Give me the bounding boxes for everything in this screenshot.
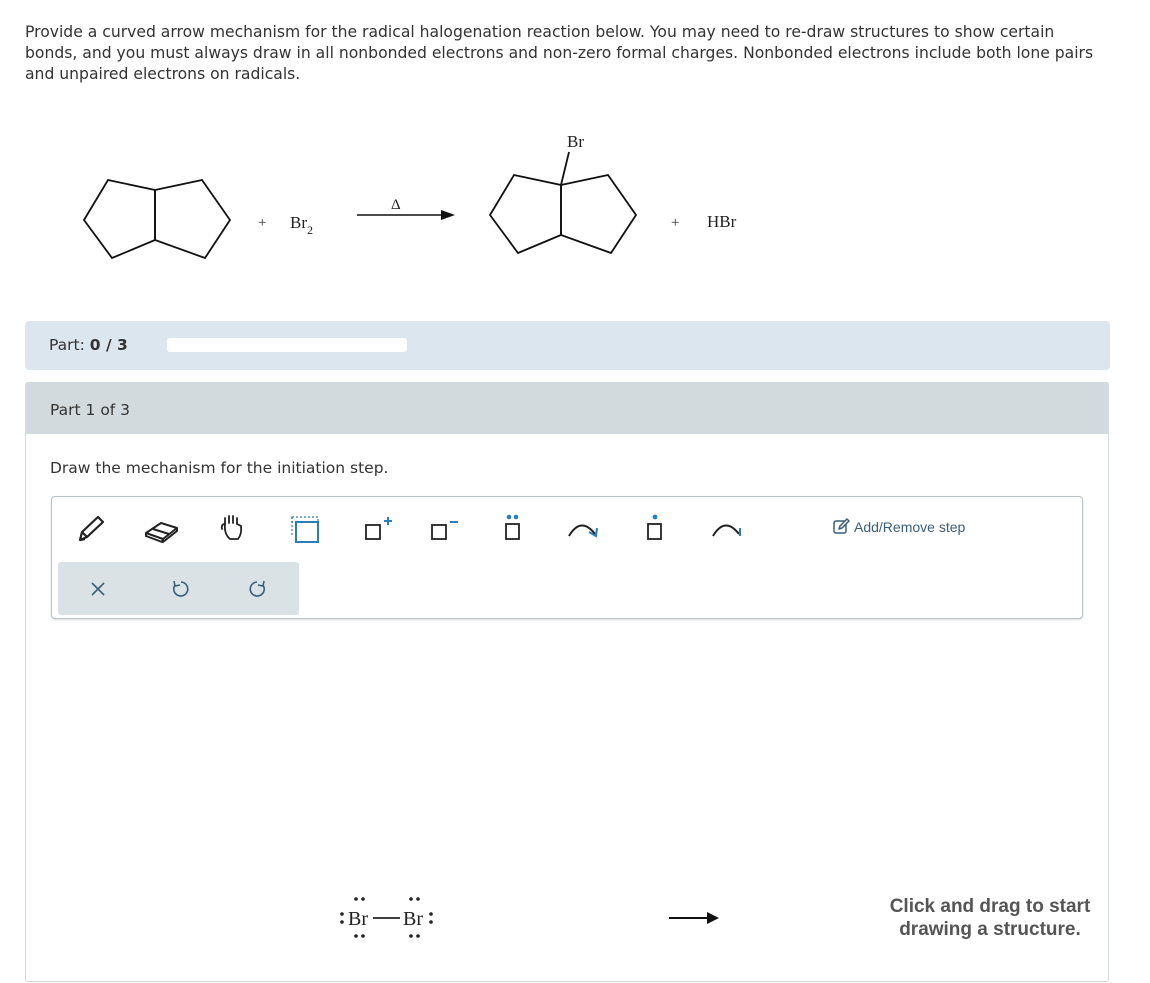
product-bromobicyclooctane xyxy=(490,152,636,253)
progress-track xyxy=(167,338,407,352)
lone-pair-tool[interactable] xyxy=(490,509,536,549)
hand-icon xyxy=(216,512,250,546)
select-tool[interactable] xyxy=(282,509,328,549)
br-atom-left: Br xyxy=(348,908,368,930)
eraser-tool[interactable] xyxy=(138,509,184,549)
lone-pair-icon xyxy=(498,512,528,546)
reaction-arrow xyxy=(357,210,455,220)
reactant-bicyclooctane xyxy=(84,180,230,258)
add-remove-step-button[interactable] xyxy=(832,518,965,536)
negative-charge-tool[interactable] xyxy=(420,509,466,549)
product-br-label: Br xyxy=(567,132,584,151)
double-headed-arrow-tool[interactable] xyxy=(560,509,606,549)
redo-button[interactable] xyxy=(239,569,279,609)
canvas-hint: Click and drag to start drawing a structure. xyxy=(889,896,1091,940)
question-text: Provide a curved arrow mechanism for the radical halogenation reaction below. You may need to re-draw structures to show certain bonds, and you must always draw in all nonbonded electrons and non-zero formal charges. Nonbonded electrons include both lone pairs and unpaired electrons on radicals. xyxy=(25,23,1094,83)
plus-sign-2: + xyxy=(671,215,680,231)
action-bar xyxy=(58,562,299,615)
br-atom-right: Br xyxy=(403,908,423,930)
part-panel xyxy=(25,382,1109,982)
step-prompt: Draw the mechanism for the initiation step. xyxy=(50,459,389,477)
negative-charge-icon xyxy=(426,513,460,545)
canvas-reaction-arrow[interactable] xyxy=(669,912,719,924)
redo-icon xyxy=(249,579,269,599)
single-headed-arrow-tool[interactable] xyxy=(704,509,750,549)
close-icon xyxy=(88,579,108,599)
heat-condition: Δ xyxy=(391,197,401,213)
pencil-icon xyxy=(71,512,107,546)
edit-icon xyxy=(832,518,850,536)
radical-electron-icon xyxy=(640,512,670,546)
byproduct-hbr: HBr xyxy=(707,212,737,231)
reagent-br2: $Br_2$ xyxy=(290,213,313,237)
radical-tool[interactable] xyxy=(632,509,678,549)
curved-arrow-fishhook-icon xyxy=(707,514,747,544)
add-remove-step-label: Add/Remove step xyxy=(854,519,966,535)
undo-icon xyxy=(169,579,189,599)
clear-button[interactable] xyxy=(78,569,118,609)
undo-button[interactable] xyxy=(159,569,199,609)
br2-molecule[interactable] xyxy=(340,897,433,938)
positive-charge-tool[interactable] xyxy=(354,509,400,549)
curved-arrow-double-icon xyxy=(563,514,603,544)
marquee-select-icon xyxy=(289,513,321,545)
eraser-icon xyxy=(141,514,181,544)
positive-charge-icon xyxy=(360,513,394,545)
drawing-toolbar xyxy=(51,496,1083,619)
part-counter: Part: 0 / 3 xyxy=(49,336,128,354)
pencil-tool[interactable] xyxy=(66,509,112,549)
part-header xyxy=(26,383,1109,434)
reaction-scheme xyxy=(0,110,900,300)
part-progress-bar xyxy=(25,321,1110,370)
move-tool[interactable] xyxy=(210,509,256,549)
part-header-title: Part 1 of 3 xyxy=(50,401,131,419)
plus-sign-1: + xyxy=(258,215,267,231)
